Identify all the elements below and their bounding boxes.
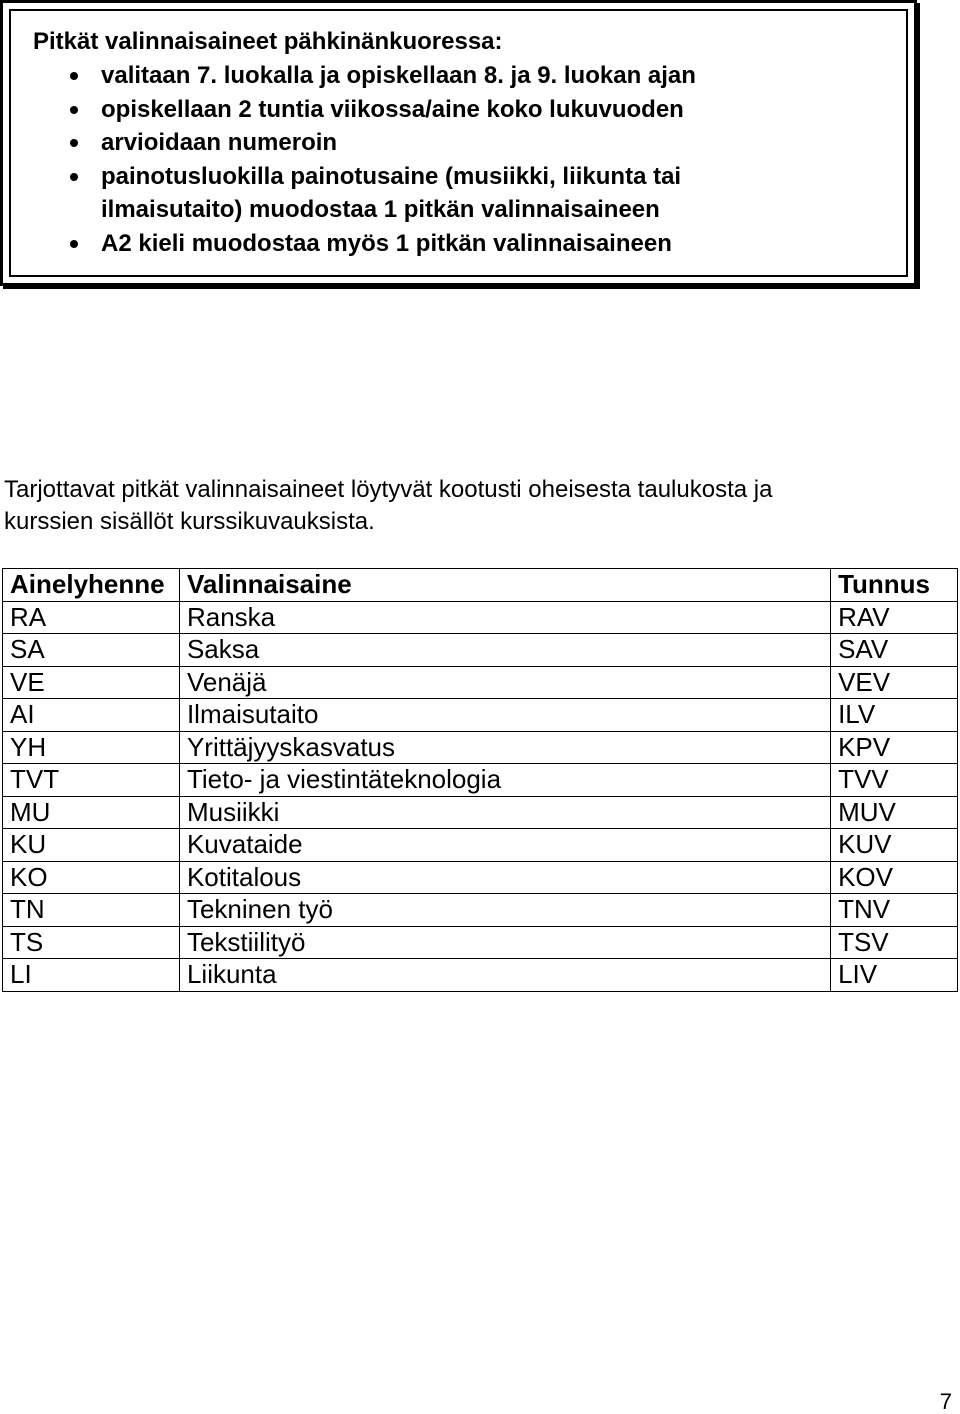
cell-code: SAV <box>831 634 958 667</box>
cell-abbreviation: RA <box>3 601 180 634</box>
cell-code: RAV <box>831 601 958 634</box>
cell-abbreviation: KU <box>3 829 180 862</box>
summary-box-inner <box>9 9 908 277</box>
cell-abbreviation: SA <box>3 634 180 667</box>
cell-code: KUV <box>831 829 958 862</box>
table-row <box>3 894 958 927</box>
table-row <box>3 699 958 732</box>
cell-subject: Tieto- ja viestintäteknologia <box>179 764 830 797</box>
table-header-row <box>3 569 958 602</box>
summary-item <box>33 160 906 194</box>
subjects-table <box>2 568 958 992</box>
cell-abbreviation: VE <box>3 666 180 699</box>
summary-item-text: valitaan 7. luokalla ja opiskellaan 8. ja 9. luokan ajan <box>101 62 696 89</box>
table-body <box>3 601 958 991</box>
table-row <box>3 926 958 959</box>
cell-abbreviation: LI <box>3 959 180 992</box>
table-row <box>3 601 958 634</box>
cell-subject: Liikunta <box>179 959 830 992</box>
table-row <box>3 666 958 699</box>
cell-code: KOV <box>831 861 958 894</box>
summary-item-text: ilmaisutaito) muodostaa 1 pitkän valinnaisaineen <box>101 196 660 223</box>
table-row <box>3 764 958 797</box>
table-row <box>3 634 958 667</box>
summary-item <box>33 93 906 127</box>
cell-subject: Tekstiilityö <box>179 926 830 959</box>
cell-code: LIV <box>831 959 958 992</box>
cell-code: TVV <box>831 764 958 797</box>
summary-item <box>33 126 906 160</box>
summary-item-text: opiskellaan 2 tuntia viikossa/aine koko lukuvuoden <box>101 95 684 123</box>
header-abbreviation: Ainelyhenne <box>3 569 180 602</box>
cell-code: TNV <box>831 894 958 927</box>
cell-code: TSV <box>831 926 958 959</box>
cell-abbreviation: TN <box>3 894 180 927</box>
intro-paragraph <box>4 474 904 538</box>
summary-item-text: A2 kieli muodostaa myös 1 pitkän valinnaisaineen <box>101 229 672 257</box>
table-row <box>3 796 958 829</box>
cell-subject: Tekninen työ <box>179 894 830 927</box>
cell-abbreviation: TS <box>3 926 180 959</box>
page-number: 7 <box>939 1389 952 1414</box>
bullet-icon <box>70 139 78 147</box>
cell-code: ILV <box>831 699 958 732</box>
bullet-icon <box>70 72 78 80</box>
cell-abbreviation: MU <box>3 796 180 829</box>
cell-abbreviation: YH <box>3 731 180 764</box>
intro-line: kurssien sisällöt kurssikuvauksista. <box>4 508 375 535</box>
cell-code: MUV <box>831 796 958 829</box>
table-row <box>3 829 958 862</box>
summary-item-text: arvioidaan numeroin <box>101 129 338 156</box>
intro-line: Tarjottavat pitkät valinnaisaineet löytyvät kootusti oheisesta taulukosta ja <box>4 476 773 503</box>
cell-subject: Kuvataide <box>179 829 830 862</box>
cell-abbreviation: AI <box>3 699 180 732</box>
summary-item <box>33 227 906 261</box>
cell-code: VEV <box>831 666 958 699</box>
cell-abbreviation: TVT <box>3 764 180 797</box>
header-code: Tunnus <box>831 569 958 602</box>
header-subject: Valinnaisaine <box>179 569 830 602</box>
summary-item <box>33 59 906 93</box>
cell-subject: Kotitalous <box>179 861 830 894</box>
cell-abbreviation: KO <box>3 861 180 894</box>
cell-subject: Ilmaisutaito <box>179 699 830 732</box>
cell-subject: Saksa <box>179 634 830 667</box>
cell-code: KPV <box>831 731 958 764</box>
bullet-icon <box>70 106 78 114</box>
bullet-icon <box>70 173 78 181</box>
cell-subject: Venäjä <box>179 666 830 699</box>
table-row <box>3 861 958 894</box>
summary-box <box>0 0 917 286</box>
table-row <box>3 959 958 992</box>
bullet-icon <box>70 240 78 248</box>
summary-item-continuation <box>33 193 906 227</box>
cell-subject: Ranska <box>179 601 830 634</box>
table-row <box>3 731 958 764</box>
summary-title: Pitkät valinnaisaineet pähkinänkuoressa: <box>33 28 503 55</box>
cell-subject: Musiikki <box>179 796 830 829</box>
summary-list <box>33 59 906 260</box>
cell-subject: Yrittäjyyskasvatus <box>179 731 830 764</box>
summary-item-text: painotusluokilla painotusaine (musiikki, liikunta tai <box>101 162 682 190</box>
